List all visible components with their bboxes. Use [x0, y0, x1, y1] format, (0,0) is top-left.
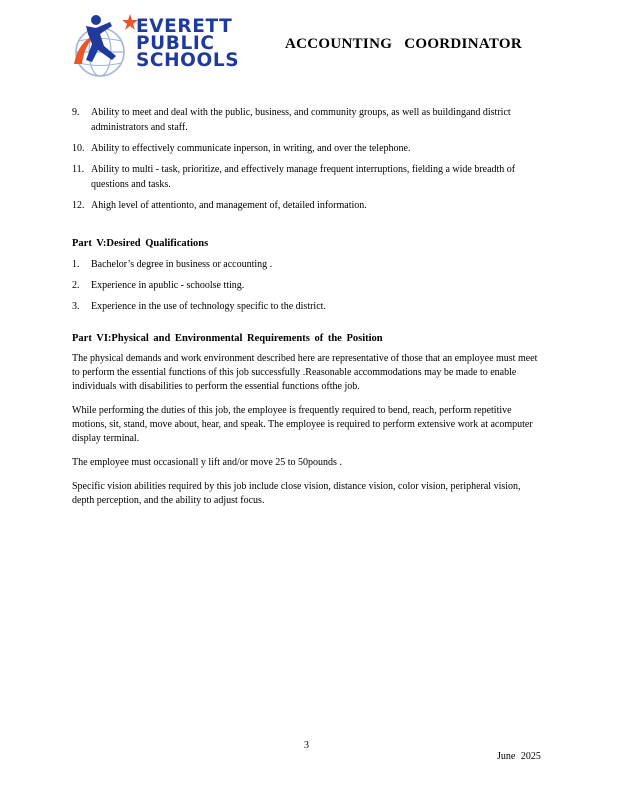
runner-star-globe-logo-icon — [70, 12, 140, 80]
list-item — [72, 162, 542, 192]
item-text: Ahigh level of attentionto, and management of, detailed information. — [91, 200, 367, 211]
footer-date: June 2025 — [497, 751, 541, 762]
page-number: 3 — [304, 740, 309, 751]
district-logo — [70, 12, 240, 80]
item-number: 11. — [72, 164, 85, 175]
paragraph: Specific vision abilities required by this job include close vision, distance vision, color vision, peripheral vision, depth perception, and the ability to adjust focus. — [72, 481, 521, 506]
item-number: 10. — [72, 143, 85, 154]
section-heading-desired-qualifications: Part V:Desired Qualifications — [72, 238, 209, 249]
list-item — [72, 278, 542, 293]
list-item — [72, 141, 542, 156]
item-text: Experience in the use of technology specific to the district. — [91, 301, 326, 312]
physical-requirements-body — [72, 352, 544, 518]
logo-line-schools: SCHOOLS — [136, 50, 240, 71]
item-number: 12. — [72, 200, 85, 211]
paragraph: The employee must occasionall y lift and/or move 25 to 50pounds . — [72, 457, 342, 468]
paragraph: The physical demands and work environment described here are representative of those that an employee must meet to perform the essential functions of this job successfully .Reasonable accommodations may be made to enable individuals with disabilities to perform the essential functions ofthe job. — [72, 353, 538, 392]
item-number: 2. — [72, 280, 80, 291]
item-number: 9. — [72, 107, 80, 118]
list-item — [72, 198, 542, 213]
logo-line-public: PUBLIC — [136, 33, 215, 54]
document-title: ACCOUNTING COORDINATOR — [285, 36, 522, 52]
list-item — [72, 105, 542, 135]
item-number: 1. — [72, 259, 80, 270]
item-number: 3. — [72, 301, 80, 312]
qualifications-list — [72, 257, 542, 320]
item-text: Bachelor’s degree in business or accounting . — [91, 259, 273, 270]
item-text: Experience in apublic - schoolse tting. — [91, 280, 245, 291]
item-text: Ability to multi - task, prioritize, and effectively manage frequent interruptions, fielding a wide breadth of questions and tasks. — [91, 164, 516, 190]
item-text: Ability to meet and deal with the public, business, and community groups, as well as buildingand district administrators and staff. — [91, 107, 511, 133]
logo-wordmark — [136, 18, 239, 69]
skills-list — [72, 105, 542, 219]
item-text: Ability to effectively communicate inperson, in writing, and over the telephone. — [91, 143, 411, 154]
list-item — [72, 299, 542, 314]
paragraph: While performing the duties of this job, the employee is frequently required to bend, reach, perform repetitive motions, sit, stand, move about, hear, and speak. The employee is required to perform extensive work at acomputer display terminal. — [72, 405, 533, 444]
logo-line-everett: EVERETT — [136, 16, 233, 37]
section-heading-physical-requirements: Part VI:Physical and Environmental Requirements of the Position — [72, 333, 383, 344]
list-item — [72, 257, 542, 272]
